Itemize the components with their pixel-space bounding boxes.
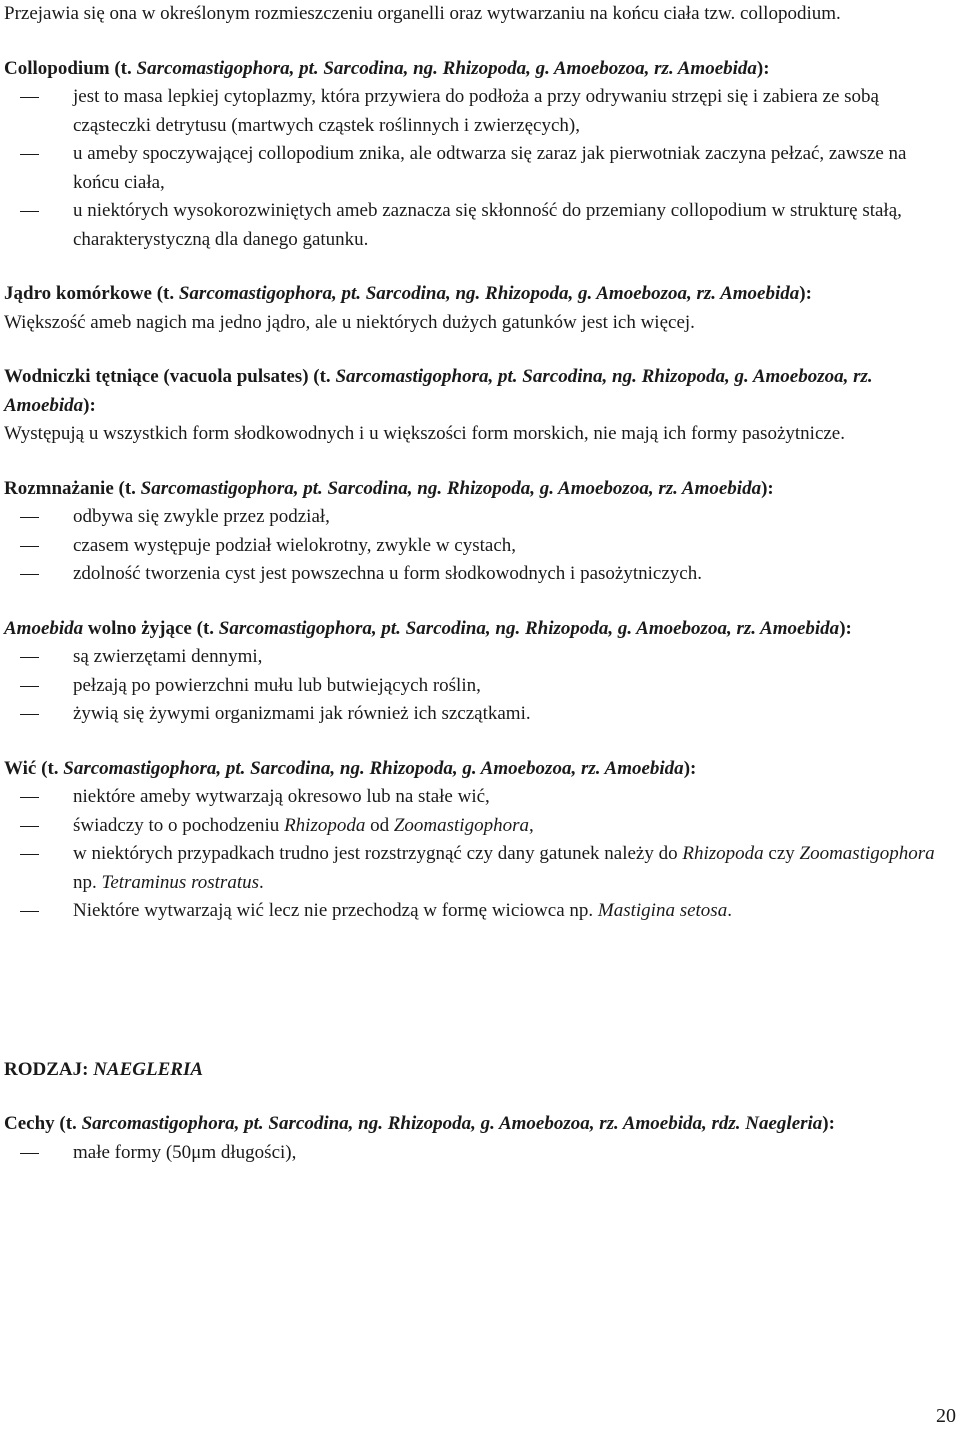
list-item: odbywa się zwykle przez podział, (4, 503, 954, 532)
list-item: świadczy to o pochodzeniu Rhizopoda od Zoomastigophora, (4, 812, 954, 841)
list-item: małe formy (50μm długości), (4, 1139, 954, 1168)
document-page (4, 0, 954, 1167)
section-heading-vacuoles: Wodniczki tętniące (vacuola pulsates) (t. Sarcomastigophora, pt. Sarcodina, ng. Rhizopoda, g. Amoebozoa, rz. Amoebida): (4, 366, 873, 416)
section-text: Występują u wszystkich form słodkowodnych i u większości form morskich, nie mają ich formy pasożytnicze. (4, 423, 845, 444)
section-heading-free-living: Amoebida wolno żyjące (t. Sarcomastigophora, pt. Sarcodina, ng. Rhizopoda, g. Amoebozoa, rz. Amoebida): (4, 617, 852, 639)
list-item: w niektórych przypadkach trudno jest rozstrzygnąć czy dany gatunek należy do Rhizopoda czy Zoomastigophora np. Tetraminus rostratus. (4, 840, 954, 897)
page-number: 20 (936, 1404, 956, 1427)
list-item: są zwierzętami dennymi, (4, 643, 954, 672)
bullet-list (4, 783, 954, 926)
list-item: niektóre ameby wytwarzają okresowo lub na stałe wić, (4, 783, 954, 812)
genus-heading: RODZAJ: NAEGLERIA (4, 1058, 204, 1080)
bullet-list (4, 1139, 954, 1168)
section-heading-nucleus: Jądro komórkowe (t. Sarcomastigophora, pt. Sarcodina, ng. Rhizopoda, g. Amoebozoa, rz. Amoebida): (4, 283, 812, 304)
list-item: żywią się żywymi organizmami jak również ich szczątkami. (4, 700, 954, 729)
bullet-list (4, 503, 954, 589)
section-text: Większość ameb nagich ma jedno jądro, ale u niektórych dużych gatunków jest ich więcej. (4, 311, 695, 333)
section-heading-flagellum: Wić (t. Sarcomastigophora, pt. Sarcodina, ng. Rhizopoda, g. Amoebozoa, rz. Amoebida): (4, 757, 697, 779)
list-item: czasem występuje podział wielokrotny, zwykle w cystach, (4, 532, 954, 561)
list-item: u ameby spoczywającej collopodium znika, ale odtwarza się zaraz jak pierwotniak zaczyna pełzać, zawsze na końcu ciała, (4, 140, 954, 197)
list-item: jest to masa lepkiej cytoplazmy, która przywiera do podłoża a przy odrywaniu strzępi się i zabiera ze sobą cząsteczki detrytusu (martwych cząstek roślinnych i zwierzęcych), (4, 83, 954, 140)
intro-paragraph: Przejawia się ona w określonym rozmieszczeniu organelli oraz wytwarzaniu na końcu ciała tzw. collopodium. (4, 3, 841, 24)
section-heading-reproduction: Rozmnażanie (t. Sarcomastigophora, pt. Sarcodina, ng. Rhizopoda, g. Amoebozoa, rz. Amoebida): (4, 477, 774, 499)
list-item: u niektórych wysokorozwiniętych ameb zaznacza się skłonność do przemiany collopodium w strukturę stałą, charakterystyczną dla danego gatunku. (4, 197, 954, 254)
list-item: pełzają po powierzchni mułu lub butwiejących roślin, (4, 672, 954, 701)
list-item: zdolność tworzenia cyst jest powszechna u form słodkowodnych i pasożytniczych. (4, 560, 954, 589)
list-item: Niektóre wytwarzają wić lecz nie przechodzą w formę wiciowca np. Mastigina setosa. (4, 897, 954, 926)
bullet-list (4, 83, 954, 254)
section-heading-collopodium: Collopodium (t. Sarcomastigophora, pt. Sarcodina, ng. Rhizopoda, g. Amoebozoa, rz. Amoebida): (4, 57, 770, 79)
section-heading-features: Cechy (t. Sarcomastigophora, pt. Sarcodina, ng. Rhizopoda, g. Amoebozoa, rz. Amoebida, rdz. Naegleria): (4, 1113, 835, 1134)
bullet-list (4, 643, 954, 729)
